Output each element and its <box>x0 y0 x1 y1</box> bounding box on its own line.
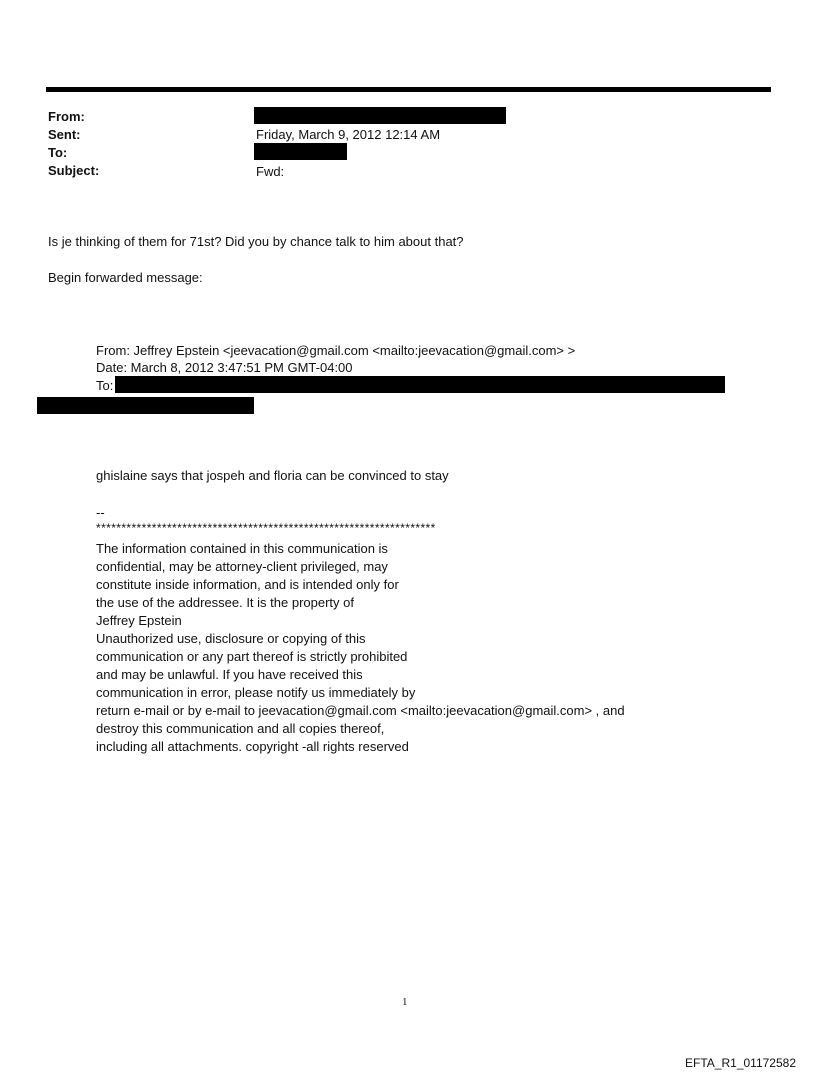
redacted-forwarded-to-cont <box>37 397 254 414</box>
sent-label: Sent: <box>48 127 81 142</box>
forwarded-to-label: To: <box>96 378 114 393</box>
signature-dash: -- <box>96 505 105 520</box>
disclaimer-line: communication in error, please notify us immediately by <box>96 685 416 700</box>
subject-label: Subject: <box>48 163 100 178</box>
redacted-from <box>254 107 506 124</box>
to-label: To: <box>48 145 68 160</box>
redacted-forwarded-to <box>115 376 725 393</box>
page-number: 1 <box>402 996 408 1008</box>
disclaimer-line: The information contained in this communication is <box>96 541 388 556</box>
disclaimer-line: Jeffrey Epstein <box>96 613 182 628</box>
subject-value: Fwd: <box>256 164 285 179</box>
document-id: EFTA_R1_01172582 <box>685 1056 796 1070</box>
forwarded-message: ghislaine says that jospeh and floria can be convinced to stay <box>96 468 449 483</box>
disclaimer-line: destroy this communication and all copies thereof, <box>96 721 385 736</box>
confidentiality-disclaimer <box>96 540 625 756</box>
disclaimer-line: return e-mail or by e-mail to jeevacation@gmail.com <mailto:jeevacation@gmail.com> , and <box>96 703 625 718</box>
disclaimer-line: confidential, may be attorney-client privileged, may <box>96 559 388 574</box>
disclaimer-line: communication or any part thereof is strictly prohibited <box>96 649 408 664</box>
redacted-to <box>254 143 347 160</box>
disclaimer-line: and may be unlawful. If you have received this <box>96 667 363 682</box>
disclaimer-line: including all attachments. copyright -all rights reserved <box>96 739 409 754</box>
disclaimer-line: Unauthorized use, disclosure or copying of this <box>96 631 366 646</box>
from-label: From: <box>48 109 85 124</box>
disclaimer-line: the use of the addressee. It is the property of <box>96 595 354 610</box>
header-rule <box>46 87 771 92</box>
body-question: Is je thinking of them for 71st? Did you by chance talk to him about that? <box>48 234 464 249</box>
begin-forwarded: Begin forwarded message: <box>48 270 203 285</box>
disclaimer-line: constitute inside information, and is intended only for <box>96 577 399 592</box>
forwarded-date: Date: March 8, 2012 3:47:51 PM GMT-04:00 <box>96 360 353 375</box>
signature-stars: ******************************************************************* <box>96 521 436 535</box>
forwarded-from: From: Jeffrey Epstein <jeevacation@gmail.com <mailto:jeevacation@gmail.com> > <box>96 343 576 358</box>
sent-value: Friday, March 9, 2012 12:14 AM <box>256 127 441 142</box>
